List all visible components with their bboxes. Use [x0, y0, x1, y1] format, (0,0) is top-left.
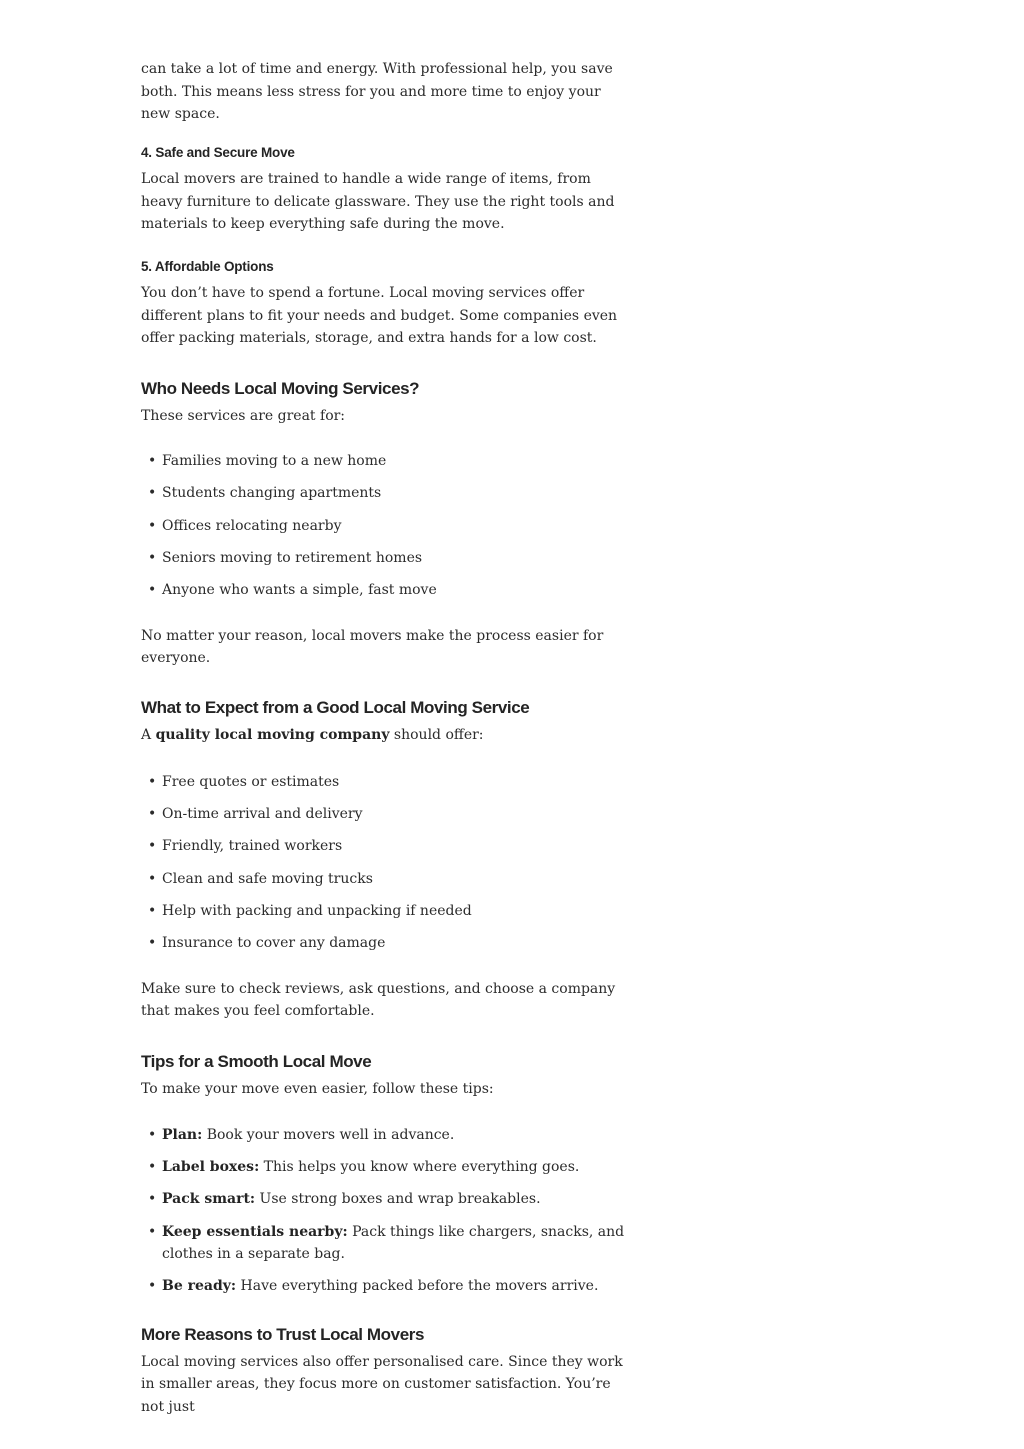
- tip-text: Book your movers well in advance.: [202, 1126, 455, 1143]
- list-item: [162, 1156, 625, 1179]
- heading-tips: Tips for a Smooth Local Move: [141, 1051, 372, 1071]
- list-item: [162, 1221, 625, 1266]
- tip-text: This helps you know where everything goes.: [259, 1158, 580, 1175]
- list-item: • Clean and safe moving trucks: [162, 868, 625, 891]
- tip-label: Label boxes:: [162, 1158, 260, 1175]
- list-item: [162, 1275, 625, 1298]
- what-to-expect-list: [141, 771, 625, 955]
- list-item: • Free quotes or estimates: [162, 771, 625, 794]
- intro-suffix: should offer:: [389, 727, 484, 744]
- heading-who-needs: Who Needs Local Moving Services?: [141, 378, 420, 398]
- section-heading-affordable: 5. Affordable Options: [141, 259, 274, 274]
- who-needs-outro: No matter your reason, local movers make the process easier for everyone.: [141, 627, 604, 667]
- tip-text: Use strong boxes and wrap breakables.: [255, 1191, 541, 1208]
- list-item: • Students changing apartments: [162, 482, 625, 505]
- list-item: • Seniors moving to retirement homes: [162, 547, 625, 570]
- tip-label: Be ready:: [162, 1278, 237, 1295]
- section-text-safe-move: Local movers are trained to handle a wide range of items, from heavy furniture to delicate glassware. They use the right tools and materials to keep everything safe during the move.: [141, 171, 615, 232]
- heading-what-to-expect: What to Expect from a Good Local Moving Service: [141, 698, 530, 718]
- who-needs-intro: These services are great for:: [141, 407, 346, 424]
- tip-text: Have everything packed before the movers arrive.: [236, 1278, 599, 1295]
- tip-label: Pack smart:: [162, 1191, 256, 1208]
- tip-label: Keep essentials nearby:: [162, 1223, 348, 1240]
- what-to-expect-outro: Make sure to check reviews, ask questions, and choose a company that makes you feel comfortable.: [141, 980, 616, 1020]
- list-item: [162, 1188, 625, 1211]
- list-item: • Families moving to a new home: [162, 450, 625, 473]
- list-item: • Anyone who wants a simple, fast move: [162, 579, 625, 602]
- tips-list: [141, 1124, 625, 1298]
- article-body: [141, 58, 625, 1418]
- section-heading-safe-move: 4. Safe and Secure Move: [141, 145, 295, 160]
- tip-text: Pack things like chargers, snacks, and clothes in a separate bag.: [162, 1223, 625, 1263]
- tips-intro: To make your move even easier, follow these tips:: [141, 1080, 494, 1097]
- list-item: • Offices relocating nearby: [162, 515, 625, 538]
- list-item: [162, 1124, 625, 1147]
- intro-prefix: A: [141, 727, 156, 744]
- more-reasons-text: Local moving services also offer personalised care. Since they work in smaller areas, they focus more on customer satisfaction. You’re not just: [141, 1353, 623, 1415]
- intro-paragraph: can take a lot of time and energy. With professional help, you save both. This means less stress for you and more time to enjoy your new space.: [141, 61, 613, 122]
- intro-bold-phrase: quality local moving company: [155, 727, 390, 744]
- list-item: • Friendly, trained workers: [162, 835, 625, 858]
- who-needs-list: [141, 450, 625, 602]
- tip-label: Plan:: [162, 1126, 203, 1143]
- section-text-affordable: You don’t have to spend a fortune. Local moving services offer different plans to fit your needs and budget. Some companies even offer packing materials, storage, and extra hands for a low cost.: [141, 285, 618, 346]
- list-item: • On-time arrival and delivery: [162, 803, 625, 826]
- what-to-expect-intro: [141, 724, 625, 747]
- heading-more-reasons: More Reasons to Trust Local Movers: [141, 1324, 425, 1344]
- list-item: • Insurance to cover any damage: [162, 932, 625, 955]
- list-item: • Help with packing and unpacking if needed: [162, 900, 625, 923]
